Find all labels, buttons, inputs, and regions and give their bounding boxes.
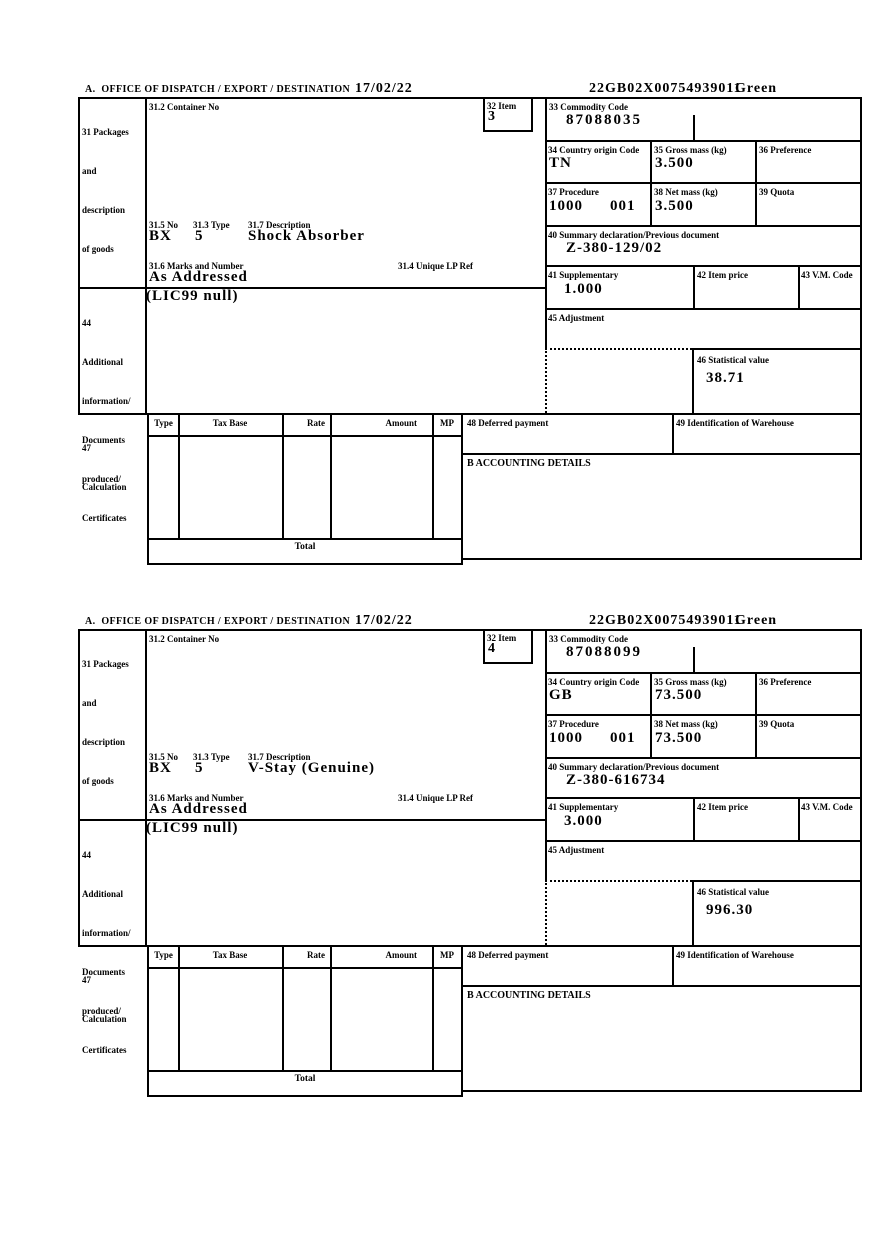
- supplementary-value: 1.000: [564, 281, 603, 297]
- label-preference: 36 Preference: [759, 677, 812, 687]
- border-right: [860, 629, 862, 1092]
- summary-declaration-value: Z-380-129/02: [566, 240, 663, 256]
- label-adjustment: 45 Adjustment: [548, 845, 605, 855]
- procedure-value: 1000: [549, 198, 583, 214]
- routing-indicator: Green: [735, 613, 778, 628]
- label-item: 32 Item: [487, 101, 517, 111]
- label-vm-code: 43 V.M. Code: [801, 270, 853, 280]
- declaration-date: 17/02/22: [355, 613, 413, 628]
- label-marks-and-number: 31.6 Marks and Number: [149, 261, 244, 271]
- calc-col-3: [330, 415, 332, 538]
- border-left: [78, 629, 80, 947]
- routing-indicator: Green: [735, 81, 778, 96]
- goods-description-value: V-Stay (Genuine): [248, 760, 375, 776]
- commodity-code-value: 87088035: [566, 112, 642, 128]
- country-origin-value: TN: [549, 155, 572, 171]
- supplementary-value: 3.000: [564, 813, 603, 829]
- divider-35-36: [755, 672, 757, 757]
- calc-col-1: [178, 415, 180, 538]
- packages-no-value: BX: [149, 228, 172, 244]
- label-line: 31 Packages: [82, 127, 129, 137]
- label-item: 32 Item: [487, 633, 517, 643]
- label-31-7-description: 31.7 Description: [248, 752, 311, 762]
- label-procedure: 37 Procedure: [548, 187, 599, 197]
- additional-information-value: (LIC99 null): [146, 820, 239, 836]
- statistical-value: 38.71: [706, 370, 745, 386]
- packages-type-value: 5: [195, 760, 204, 776]
- border-top: [78, 629, 862, 631]
- gross-mass-value: 73.500: [655, 687, 703, 703]
- label-marks-and-number: 31.6 Marks and Number: [149, 793, 244, 803]
- label-statistical-value: 46 Statistical value: [697, 355, 769, 365]
- divider-41-bottom: [545, 840, 862, 842]
- label-line: of goods: [82, 244, 114, 254]
- accounting-details-label: B ACCOUNTING DETAILS: [467, 458, 591, 469]
- label-item-price: 42 Item price: [697, 802, 748, 812]
- label-deferred-payment: 48 Deferred payment: [467, 418, 549, 428]
- declaration-block-item-4: [78, 612, 864, 1102]
- divider-34-bottom: [545, 182, 862, 184]
- net-mass-value: 73.500: [655, 730, 703, 746]
- label-line: Documents: [82, 435, 125, 445]
- marks-and-number-value: As Addressed: [149, 269, 248, 285]
- label-procedure: 37 Procedure: [548, 719, 599, 729]
- label-summary-declaration: 40 Summary declaration/Previous document: [548, 230, 720, 240]
- procedure-code2-value: 001: [610, 730, 636, 746]
- label-line: Documents: [82, 967, 125, 977]
- calc-col-2: [282, 947, 284, 1070]
- divider-34-35: [650, 140, 652, 225]
- label-line: Certificates: [82, 1045, 127, 1055]
- statistical-value: 996.30: [706, 902, 754, 918]
- item-number-value: 3: [488, 109, 496, 124]
- goods-description-value: Shock Absorber: [248, 228, 365, 244]
- calc-header-bottom: [149, 435, 461, 437]
- calc-col-1: [178, 947, 180, 1070]
- divider-37-bottom: [545, 757, 862, 759]
- label-supplementary: 41 Supplementary: [548, 270, 619, 280]
- divider-46-top: [692, 880, 862, 882]
- commodity-code-tick: [693, 647, 695, 674]
- label-identification-of-warehouse: 49 Identification of Warehouse: [676, 418, 794, 428]
- label-container-no: 31.2 Container No: [149, 102, 220, 112]
- calc-header-tax-base: Tax Base: [212, 418, 248, 428]
- divider-40-bottom: [545, 797, 862, 799]
- packages-type-value: 5: [195, 228, 204, 244]
- calc-total-top: [149, 1070, 461, 1072]
- label-quota: 39 Quota: [759, 187, 795, 197]
- dotted-line-vertical: [545, 348, 547, 413]
- divider-42-43: [798, 797, 800, 840]
- declaration-block-item-3: [78, 80, 864, 570]
- label-line: Certificates: [82, 513, 127, 523]
- label-commodity-code: 33 Commodity Code: [549, 634, 628, 644]
- summary-declaration-value: Z-380-616734: [566, 772, 666, 788]
- commodity-code-value: 87088099: [566, 644, 642, 660]
- label-box-47: [82, 416, 127, 520]
- label-line: 44: [82, 850, 91, 860]
- office-of-dispatch-label: A. OFFICE OF DISPATCH / EXPORT / DESTINATION: [85, 616, 351, 627]
- label-line: and: [82, 166, 97, 176]
- label-country-origin: 34 Country origin Code: [548, 145, 640, 155]
- label-unique-lp-ref: 31.4 Unique LP Ref: [398, 793, 474, 803]
- label-line: produced/: [82, 1006, 121, 1016]
- label-commodity-code: 33 Commodity Code: [549, 102, 628, 112]
- procedure-value: 1000: [549, 730, 583, 746]
- label-supplementary: 41 Supplementary: [548, 802, 619, 812]
- label-31-7-description: 31.7 Description: [248, 220, 311, 230]
- declaration-date: 17/02/22: [355, 81, 413, 96]
- label-line: Calculation: [82, 1014, 127, 1024]
- label-gross-mass: 35 Gross mass (kg): [654, 145, 727, 155]
- gross-mass-value: 3.500: [655, 155, 694, 171]
- calc-header-amount: Amount: [385, 950, 417, 960]
- divider-33-bottom: [545, 140, 862, 142]
- calc-header-type: Type: [154, 950, 173, 960]
- dotted-line-horizontal: [545, 880, 692, 882]
- divider-col-31: [145, 97, 147, 415]
- packages-no-value: BX: [149, 760, 172, 776]
- calc-header-rate: Rate: [307, 950, 325, 960]
- accounting-bottom: [461, 1090, 862, 1092]
- divider-46-top: [692, 348, 862, 350]
- border-left: [78, 97, 80, 415]
- accounting-bottom: [461, 558, 862, 560]
- label-line: and: [82, 698, 97, 708]
- label-line: Additional: [82, 357, 124, 367]
- calc-header-mp: MP: [440, 418, 454, 428]
- dotted-line-vertical: [545, 880, 547, 945]
- label-line: description: [82, 205, 126, 215]
- divider-41-bottom: [545, 308, 862, 310]
- divider-40-bottom: [545, 265, 862, 267]
- calc-header-amount: Amount: [385, 418, 417, 428]
- label-item-price: 42 Item price: [697, 270, 748, 280]
- label-31-5-no: 31.5 No: [149, 752, 178, 762]
- label-line: 31 Packages: [82, 659, 129, 669]
- label-net-mass: 38 Net mass (kg): [654, 719, 718, 729]
- label-box-47: [82, 948, 127, 1052]
- label-line: of goods: [82, 776, 114, 786]
- divider-mid-vertical: [545, 97, 547, 350]
- label-quota: 39 Quota: [759, 719, 795, 729]
- label-box-31: [82, 632, 129, 814]
- calc-header-mp: MP: [440, 950, 454, 960]
- divider-48-bottom: [461, 453, 862, 455]
- divider-34-bottom: [545, 714, 862, 716]
- divider-48-49: [672, 945, 674, 987]
- divider-41-42: [693, 797, 695, 840]
- divider-37-bottom: [545, 225, 862, 227]
- divider-48-49: [672, 413, 674, 455]
- calc-header-bottom: [149, 967, 461, 969]
- label-line: Additional: [82, 889, 124, 899]
- divider-col-31: [145, 629, 147, 947]
- label-gross-mass: 35 Gross mass (kg): [654, 677, 727, 687]
- additional-information-value: (LIC99 null): [146, 288, 239, 304]
- border-right: [860, 97, 862, 560]
- label-line: 44: [82, 318, 91, 328]
- label-vm-code: 43 V.M. Code: [801, 802, 853, 812]
- procedure-code2-value: 001: [610, 198, 636, 214]
- item-number-value: 4: [488, 641, 496, 656]
- label-line: information/: [82, 396, 131, 406]
- office-of-dispatch-label: A. OFFICE OF DISPATCH / EXPORT / DESTINATION: [85, 84, 351, 95]
- label-net-mass: 38 Net mass (kg): [654, 187, 718, 197]
- calc-header-rate: Rate: [307, 418, 325, 428]
- label-adjustment: 45 Adjustment: [548, 313, 605, 323]
- calc-col-4: [432, 947, 434, 1070]
- label-line: produced/: [82, 474, 121, 484]
- label-identification-of-warehouse: 49 Identification of Warehouse: [676, 950, 794, 960]
- label-line: 47: [82, 443, 91, 453]
- dotted-line-horizontal: [545, 348, 692, 350]
- label-31-3-type: 31.3 Type: [193, 220, 230, 230]
- divider-34-35: [650, 672, 652, 757]
- calc-total-top: [149, 538, 461, 540]
- label-31-3-type: 31.3 Type: [193, 752, 230, 762]
- commodity-code-tick: [693, 115, 695, 142]
- divider-mid-vertical: [545, 629, 547, 882]
- border-top: [78, 97, 862, 99]
- movement-reference-number: 22GB02X00754939011: [589, 613, 742, 628]
- label-line: information/: [82, 928, 131, 938]
- marks-and-number-value: As Addressed: [149, 801, 248, 817]
- label-unique-lp-ref: 31.4 Unique LP Ref: [398, 261, 474, 271]
- label-country-origin: 34 Country origin Code: [548, 677, 640, 687]
- label-line: description: [82, 737, 126, 747]
- calc-total-label: Total: [294, 542, 316, 552]
- calc-header-tax-base: Tax Base: [212, 950, 248, 960]
- label-line: Calculation: [82, 482, 127, 492]
- divider-46-left: [692, 348, 694, 415]
- calc-header-type: Type: [154, 418, 173, 428]
- divider-35-36: [755, 140, 757, 225]
- accounting-details-label: B ACCOUNTING DETAILS: [467, 990, 591, 1001]
- label-31-5-no: 31.5 No: [149, 220, 178, 230]
- label-statistical-value: 46 Statistical value: [697, 887, 769, 897]
- label-summary-declaration: 40 Summary declaration/Previous document: [548, 762, 720, 772]
- label-line: 47: [82, 975, 91, 985]
- divider-33-bottom: [545, 672, 862, 674]
- divider-46-left: [692, 880, 694, 947]
- calc-col-2: [282, 415, 284, 538]
- net-mass-value: 3.500: [655, 198, 694, 214]
- divider-48-bottom: [461, 985, 862, 987]
- label-container-no: 31.2 Container No: [149, 634, 220, 644]
- calc-col-4: [432, 415, 434, 538]
- divider-42-43: [798, 265, 800, 308]
- country-origin-value: GB: [549, 687, 573, 703]
- movement-reference-number: 22GB02X00754939011: [589, 81, 742, 96]
- calc-col-3: [330, 947, 332, 1070]
- divider-41-42: [693, 265, 695, 308]
- label-preference: 36 Preference: [759, 145, 812, 155]
- label-deferred-payment: 48 Deferred payment: [467, 950, 549, 960]
- calc-total-label: Total: [294, 1074, 316, 1084]
- label-box-31: [82, 100, 129, 282]
